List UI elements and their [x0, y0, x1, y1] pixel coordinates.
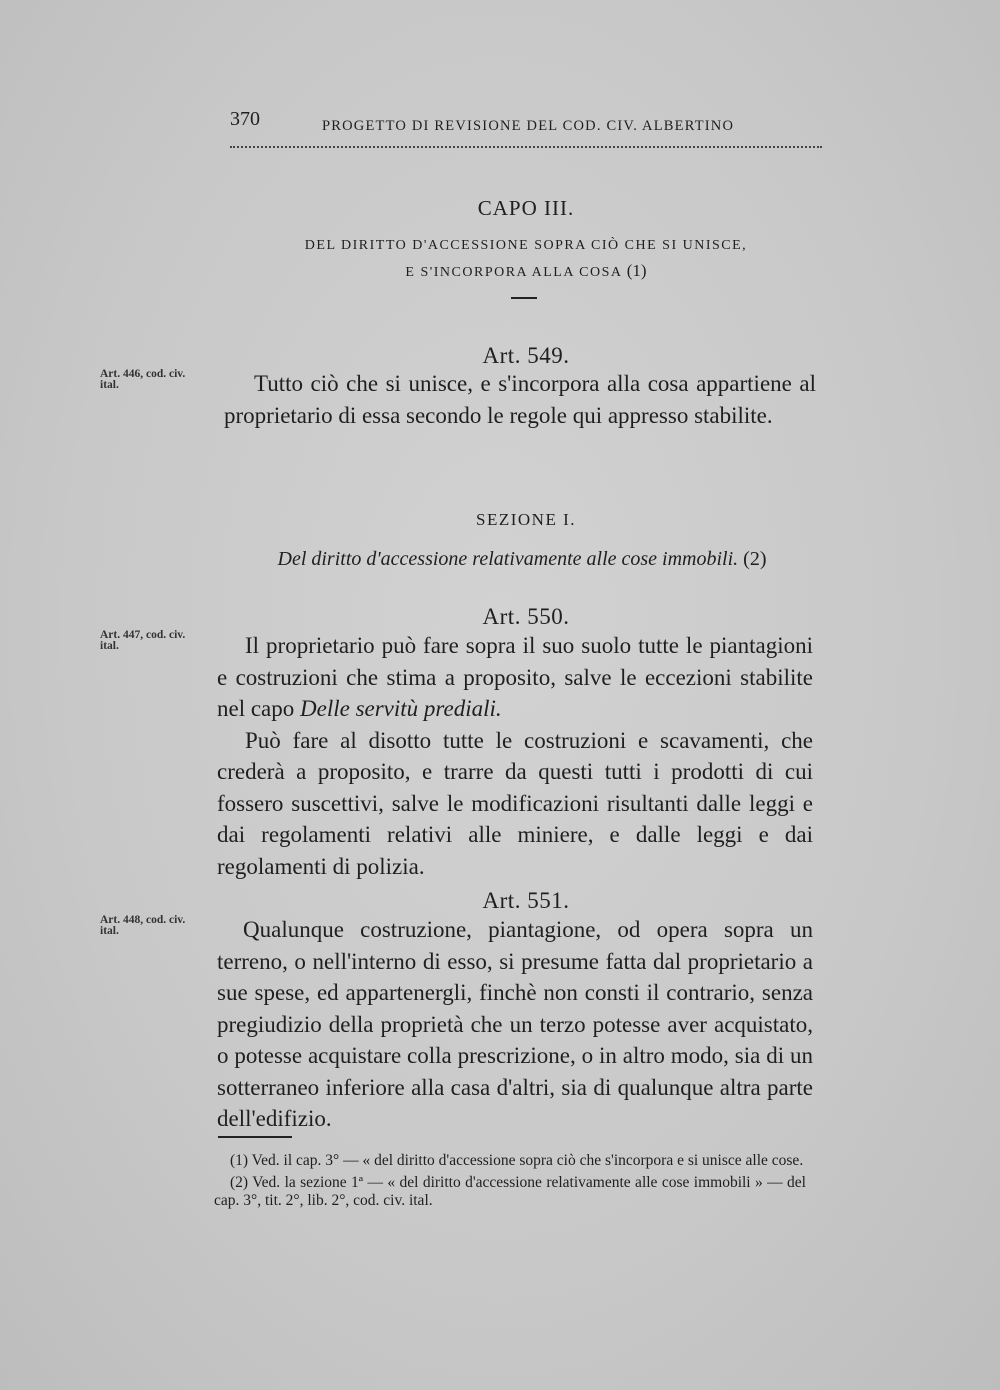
article-549-text: Tutto ciò che si unisce, e s'incorpora alla cosa appartiene al proprietario di essa secondo le regole qui appresso stabilite. — [224, 371, 816, 428]
article-549-margin-note — [100, 369, 185, 391]
page-number: 370 — [230, 108, 260, 130]
section-footnote-ref: (2) — [743, 548, 767, 570]
article-550-paragraph-1 — [217, 630, 813, 725]
chapter-subtitle-line2 — [230, 258, 822, 285]
article-550-title: Art. 550. — [482, 604, 570, 629]
footnote-1: (1) Ved. il cap. 3° — « del diritto d'accessione sopra ciò che s'incorpora e si unisce alle cose. — [230, 1152, 804, 1169]
article-550-margin-note — [100, 630, 185, 652]
header-rule — [230, 146, 822, 148]
chapter-separator — [511, 297, 537, 299]
section-title: SEZIONE I. — [476, 510, 576, 529]
section-subtitle-text: Del diritto d'accessione relativamente alle cose immobili. — [277, 548, 739, 570]
footnote-rule — [218, 1136, 292, 1138]
chapter-title: CAPO III. — [477, 196, 575, 220]
article-550-margin-line1: Art. 447, cod. civ. — [100, 629, 186, 641]
section-subtitle — [225, 548, 819, 571]
article-551-margin-line2: ital. — [100, 925, 119, 937]
article-550-p1-text: Il proprietario può fare sopra il suo suolo tutte le piantagioni e costruzioni che stima a proposito, salve le eccezioni stabilite nel capo — [217, 633, 813, 721]
article-550-margin-line2: ital. — [100, 640, 119, 652]
article-549-margin-line2: ital. — [100, 379, 119, 391]
article-551-text: Qualunque costruzione, piantagione, od opera sopra un terreno, o nell'interno di esso, si presume fatta dal proprietario a sue spese, ed appartenergli, finchè non consti il contrario, senza pregiudizio della proprietà che un terzo potesse aver acquistato, o potesse acquistare colla prescrizione, o in altro modo, sia di un sotterraneo inferiore alla casa d'altri, sia di qualunque altra parte dell'edifizio. — [217, 917, 813, 1131]
article-550-paragraph-2: Può fare al disotto tutte le costruzioni e scavamenti, che crederà a proposito, e trarre da questi tutti i prodotti di cui fossero suscettivi, salve le modificazioni risultanti dalle leggi e dai regolamenti relativi alle miniere, e dalle leggi e dai regolamenti di polizia. — [217, 727, 813, 879]
footnote-2: (2) Ved. la sezione 1ª — « del diritto d'accessione relativamente alle cose immobili » — del cap. 3°, tit. 2°, lib. 2°, cod. civ. ital. — [214, 1174, 806, 1209]
article-550-text — [217, 630, 813, 882]
article-549-margin-line1: Art. 446, cod. civ. — [100, 368, 186, 380]
article-551-margin-note — [100, 915, 185, 937]
footnotes — [214, 1152, 806, 1214]
running-title: PROGETTO DI REVISIONE DEL COD. CIV. ALBERTINO — [322, 118, 735, 134]
chapter-subtitle-line1: DEL DIRITTO D'ACCESSIONE SOPRA CIÒ CHE SI UNISCE, — [304, 238, 748, 253]
chapter-footnote-ref: (1) — [626, 261, 647, 280]
article-551-margin-line1: Art. 448, cod. civ. — [100, 914, 186, 926]
article-550-p1-italic: Delle servitù prediali. — [300, 696, 502, 721]
article-549-title: Art. 549. — [482, 343, 570, 368]
article-551-title: Art. 551. — [482, 888, 570, 913]
chapter-subtitle-line2-text: E S'INCORPORA ALLA COSA — [405, 265, 622, 280]
chapter-subtitle — [230, 233, 822, 285]
